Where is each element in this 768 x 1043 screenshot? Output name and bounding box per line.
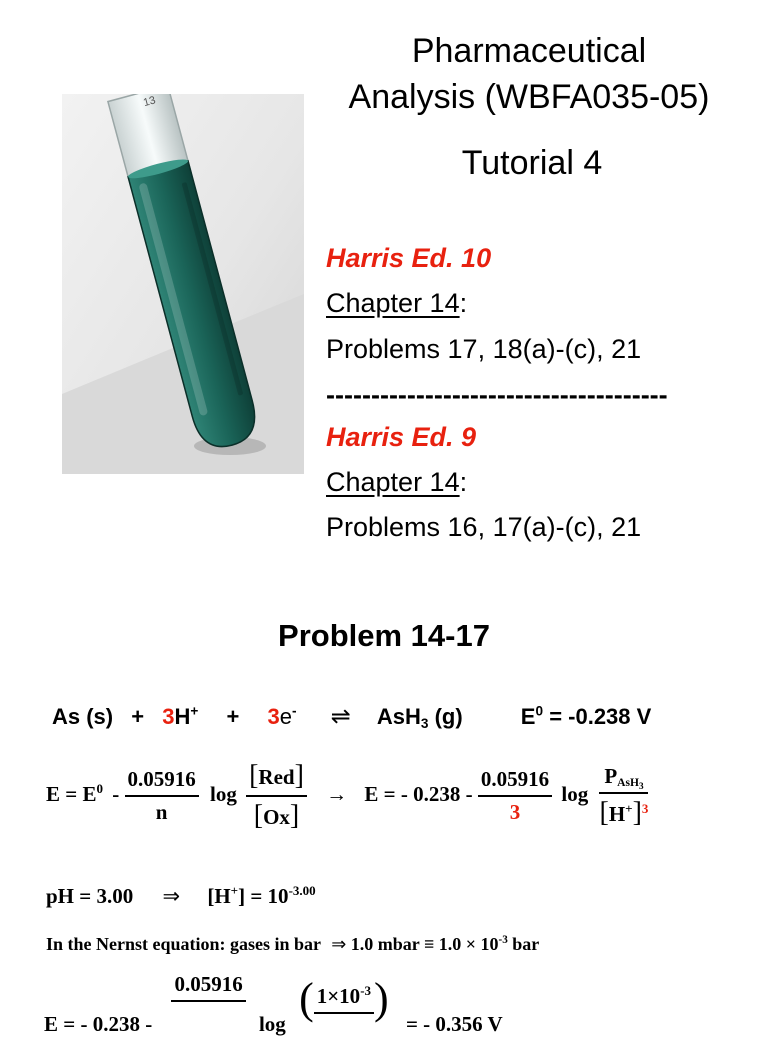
chapter-colon: : <box>459 467 468 497</box>
h-exponent: -3.00 <box>288 882 316 898</box>
test-tube-photo <box>62 94 304 474</box>
h-ion: H <box>174 704 191 729</box>
red-ox-fraction: $\frac{\text{[Red]}}{[Ox]}$ <box>246 760 307 832</box>
gas-conversion: 1.0 mbar ≡ 1.0 × 10 <box>350 934 499 954</box>
title-line-2: Analysis (WBFA035-05) <box>348 78 710 116</box>
electron: e <box>279 704 292 729</box>
pressure-subscript-3: 3 <box>638 780 644 791</box>
h-charge: + <box>230 882 239 898</box>
left-paren: ( <box>299 974 314 1023</box>
ph-line <box>46 884 316 909</box>
nernst-arrow: → <box>326 781 348 806</box>
ph-value: pH = 3.00 <box>46 884 134 908</box>
edition-10-label: Harris Ed. 10 <box>326 243 492 273</box>
calc-argument-fraction <box>314 984 374 1043</box>
e-coefficient: 3 <box>267 704 280 729</box>
implies-symbol: ⇒ <box>331 934 347 954</box>
product-state: (g) <box>434 704 463 729</box>
chapter-label: Chapter 14 <box>326 288 460 318</box>
calc-numerator-exp: -3 <box>360 982 372 998</box>
nernst-log: log <box>210 781 237 806</box>
nernst-rhs: E = - 0.238 - <box>364 781 473 806</box>
plus-sign: + <box>226 704 240 729</box>
h-ion-denominator: H <box>608 801 626 826</box>
page-title <box>318 28 740 120</box>
chapter-colon: : <box>459 288 468 318</box>
product-subscript: 3 <box>420 716 429 732</box>
h-ion-charge: + <box>625 800 633 816</box>
pressure-fraction: $\frac{P_{AsH_3}}{[H^+]^3}$ <box>599 763 649 828</box>
edition-10-problems: Problems 17, 18(a)-(c), 21 <box>326 334 642 364</box>
e0-superscript: 0 <box>535 703 544 719</box>
calc-numerator: 1×10 <box>316 984 361 1008</box>
tube-label: 13 <box>142 94 157 110</box>
tutorial-heading: Tutorial 4 <box>461 144 603 182</box>
nernst-factor-fraction-2 <box>478 767 552 825</box>
calc-log: log <box>258 1012 286 1036</box>
electron-charge: - <box>291 703 297 719</box>
nernst-equation <box>46 760 648 832</box>
edition-10-heading <box>326 243 491 274</box>
gas-note-text: In the Nernst equation: gases in bar <box>46 934 321 954</box>
nernst-minus: - <box>112 781 120 806</box>
chapter-label: Chapter 14 <box>326 467 460 497</box>
implies-symbol: ⇒ <box>162 884 181 908</box>
nernst-factor: 0.05916 <box>125 767 199 797</box>
right-paren: ) <box>374 974 389 1023</box>
h-coefficient: 3 <box>162 704 175 729</box>
nernst-log-2: log <box>561 781 589 806</box>
e0-symbol: E <box>520 704 536 729</box>
separator-line: -------------------------------------- <box>326 380 668 410</box>
edition-9-chapter <box>326 467 467 498</box>
test-tube-illustration <box>62 94 304 474</box>
equilibrium-arrow: ⇌ <box>330 703 351 730</box>
nernst-e0-sup: 0 <box>96 780 103 796</box>
reaction-equation <box>52 702 651 731</box>
gas-pressure-note <box>46 934 539 955</box>
h-equals: ] = 10 <box>238 884 289 908</box>
red-label: Red <box>258 765 295 789</box>
nernst-lhs: E = E <box>46 781 97 806</box>
edition-10-chapter <box>326 288 467 319</box>
e0-value: = -0.238 V <box>549 704 652 729</box>
pressure-subscript: AsH <box>617 776 639 789</box>
reactant-as: As (s) <box>52 704 114 729</box>
calculation-line <box>44 972 503 1043</box>
calc-result: = - 0.356 V <box>405 1012 503 1036</box>
product-arsine: AsH <box>376 704 421 729</box>
gas-unit: bar <box>512 934 540 954</box>
pressure-symbol: P <box>604 763 618 788</box>
edition-9-label: Harris Ed. 9 <box>326 422 477 452</box>
nernst-n-value: 3 <box>509 800 521 824</box>
nernst-factor-2: 0.05916 <box>478 767 552 797</box>
edition-9-heading <box>326 422 476 453</box>
h-ion-power: 3 <box>641 800 649 816</box>
title-line-1: Pharmaceutical <box>411 32 647 70</box>
ox-label: Ox <box>263 805 290 829</box>
problem-title: Problem 14-17 <box>278 618 490 653</box>
calc-factor: 0.05916 <box>171 972 245 1002</box>
gas-exponent: -3 <box>498 934 508 947</box>
nernst-n: n <box>155 800 168 824</box>
nernst-factor-fraction <box>125 767 199 825</box>
h-bracket: [H <box>207 884 231 908</box>
edition-9-problems: Problems 16, 17(a)-(c), 21 <box>326 512 642 542</box>
h-charge: + <box>190 703 199 719</box>
plus-sign: + <box>131 704 145 729</box>
calc-lhs: E = - 0.238 - <box>44 1012 153 1036</box>
calc-factor-fraction <box>171 972 245 1031</box>
